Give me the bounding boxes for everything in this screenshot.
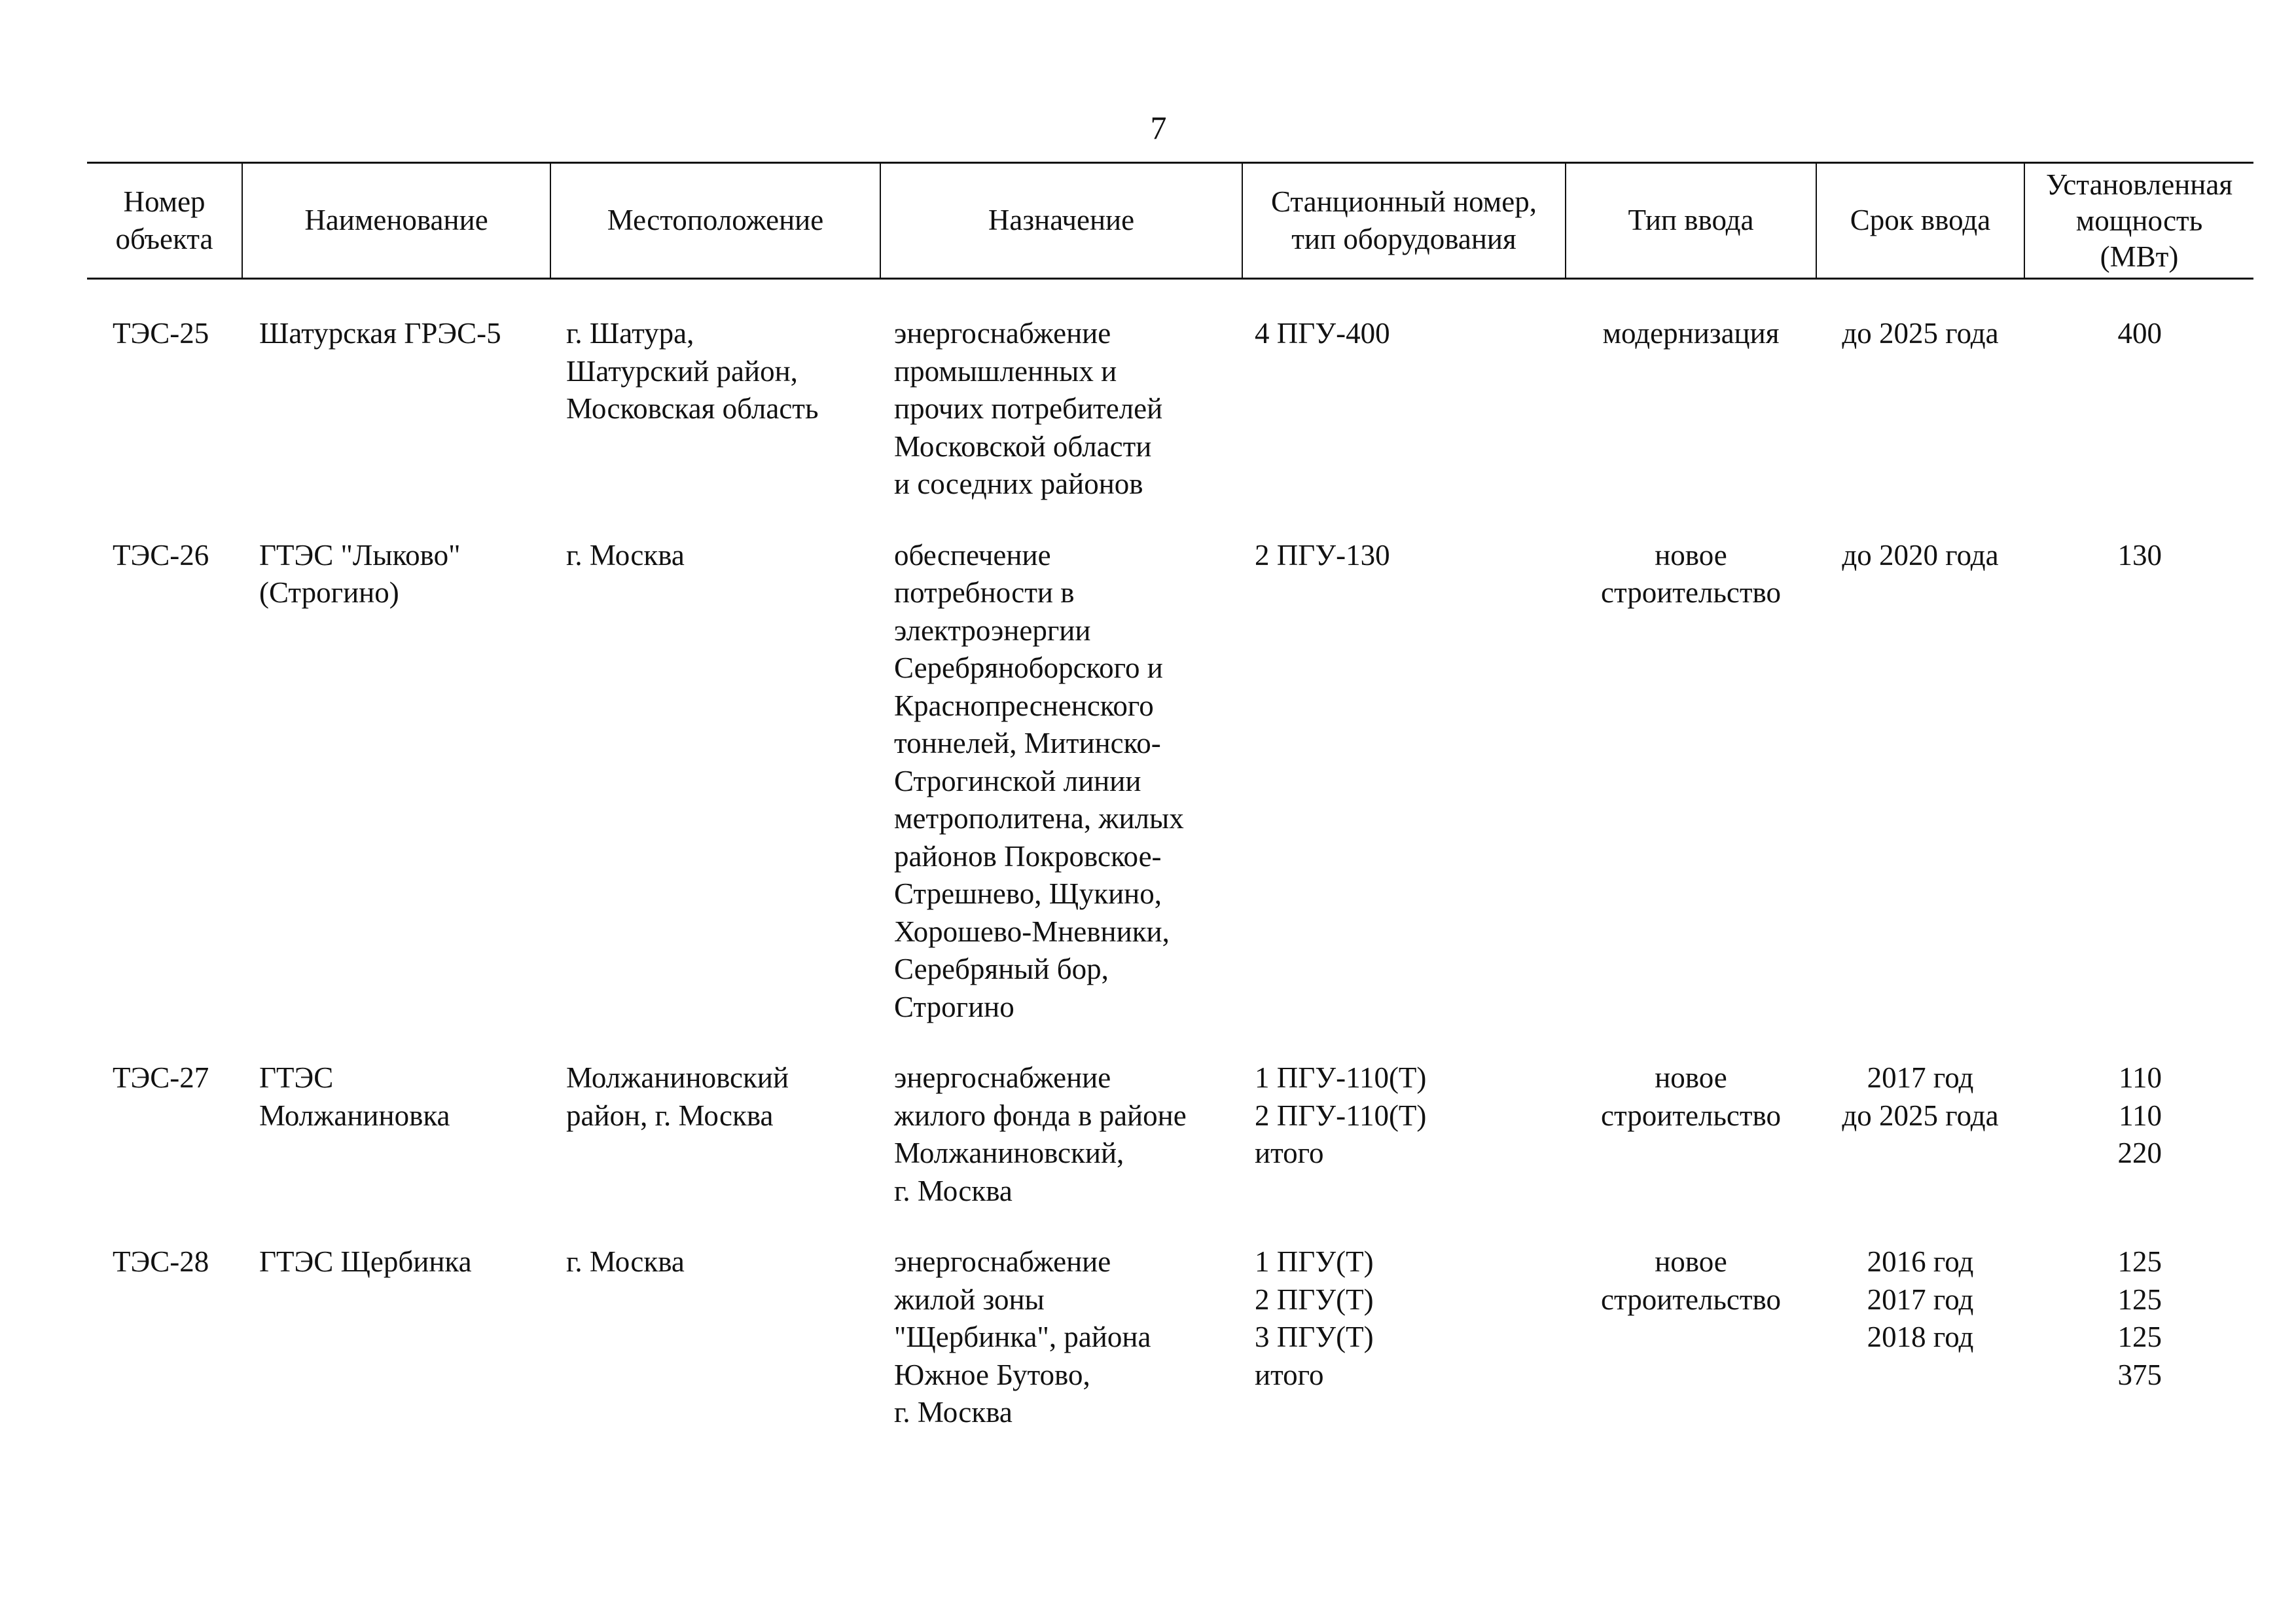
input-type-cell: модернизация — [1602, 317, 1780, 350]
table-header-row — [87, 163, 2253, 279]
object-number-cell: ТЭС-26 — [113, 538, 209, 572]
header-installed-capacity: Установленная мощность (МВт) — [2024, 163, 2253, 279]
table-row — [87, 1243, 2253, 1465]
purpose-cell: энергоснабжение жилой зоны "Щербинка", района Южное Бутово, г. Москва — [894, 1245, 1151, 1429]
purpose-cell: энергоснабжение жилого фонда в районе Молжаниновский, г. Москва — [894, 1061, 1187, 1207]
table-spacer — [87, 279, 2253, 316]
location-cell: г. Шатура, Шатурский район, Московская область — [566, 317, 819, 425]
name-cell: ГТЭС Молжаниновка — [259, 1061, 450, 1132]
spacer-cell — [87, 279, 2253, 316]
input-type-cell: новое строительство — [1601, 1061, 1781, 1132]
input-type-cell: новое строительство — [1601, 1245, 1781, 1316]
table-row — [87, 537, 2253, 1060]
location-cell: Молжаниновский район, г. Москва — [566, 1061, 789, 1132]
equipment-cell: 1 ПГУ-110(Т) 2 ПГУ-110(Т) итого — [1255, 1061, 1427, 1169]
purpose-cell: обеспечение потребности в электроэнергии Серебряноборского и Краснопресненского тоннелей, Митинско- Строгинской линии метрополитена, жилых районов Покровское- Стрешнево, Щукино, Хорошево-Мневники, Серебряный бор, Строгино — [894, 538, 1184, 1023]
equipment-cell: 4 ПГУ-400 — [1255, 317, 1390, 350]
header-name: Наименование — [242, 163, 550, 279]
equipment-cell: 2 ПГУ-130 — [1255, 538, 1390, 572]
header-commissioning-date: Срок ввода — [1816, 163, 2024, 279]
header-purpose: Назначение — [880, 163, 1242, 279]
object-number-cell: ТЭС-25 — [113, 317, 209, 350]
page-number: 7 — [1150, 109, 1167, 146]
capacity-cell: 110 110 220 — [2117, 1061, 2162, 1169]
capacity-cell: 125 125 125 375 — [2117, 1245, 2162, 1391]
name-cell: ГТЭС "Лыково" (Строгино) — [259, 538, 461, 609]
purpose-cell: энергоснабжение промышленных и прочих потребителей Московской области и соседних районов — [894, 317, 1163, 500]
date-cell: до 2025 года — [1842, 317, 1999, 350]
header-input-type: Тип ввода — [1566, 163, 1816, 279]
capacity-cell: 130 — [2117, 538, 2162, 572]
date-cell: до 2020 года — [1842, 538, 1999, 572]
header-object-number: Номер объекта — [87, 163, 242, 279]
name-cell: ГТЭС Щербинка — [259, 1245, 472, 1278]
header-equipment: Станционный номер, тип оборудования — [1242, 163, 1566, 279]
table-row — [87, 1059, 2253, 1243]
location-cell: г. Москва — [566, 538, 685, 572]
location-cell: г. Москва — [566, 1245, 685, 1278]
object-number-cell: ТЭС-27 — [113, 1061, 209, 1094]
name-cell: Шатурская ГРЭС-5 — [259, 317, 501, 350]
input-type-cell: новое строительство — [1601, 538, 1781, 609]
date-cell: 2016 год 2017 год 2018 год — [1867, 1245, 1974, 1353]
table-row — [87, 315, 2253, 537]
capacity-cell: 400 — [2117, 317, 2162, 350]
equipment-cell: 1 ПГУ(Т) 2 ПГУ(Т) 3 ПГУ(Т) итого — [1255, 1245, 1374, 1391]
object-number-cell: ТЭС-28 — [113, 1245, 209, 1278]
power-plants-table — [87, 162, 2253, 1465]
header-location: Местоположение — [550, 163, 880, 279]
date-cell: 2017 год до 2025 года — [1842, 1061, 1999, 1132]
